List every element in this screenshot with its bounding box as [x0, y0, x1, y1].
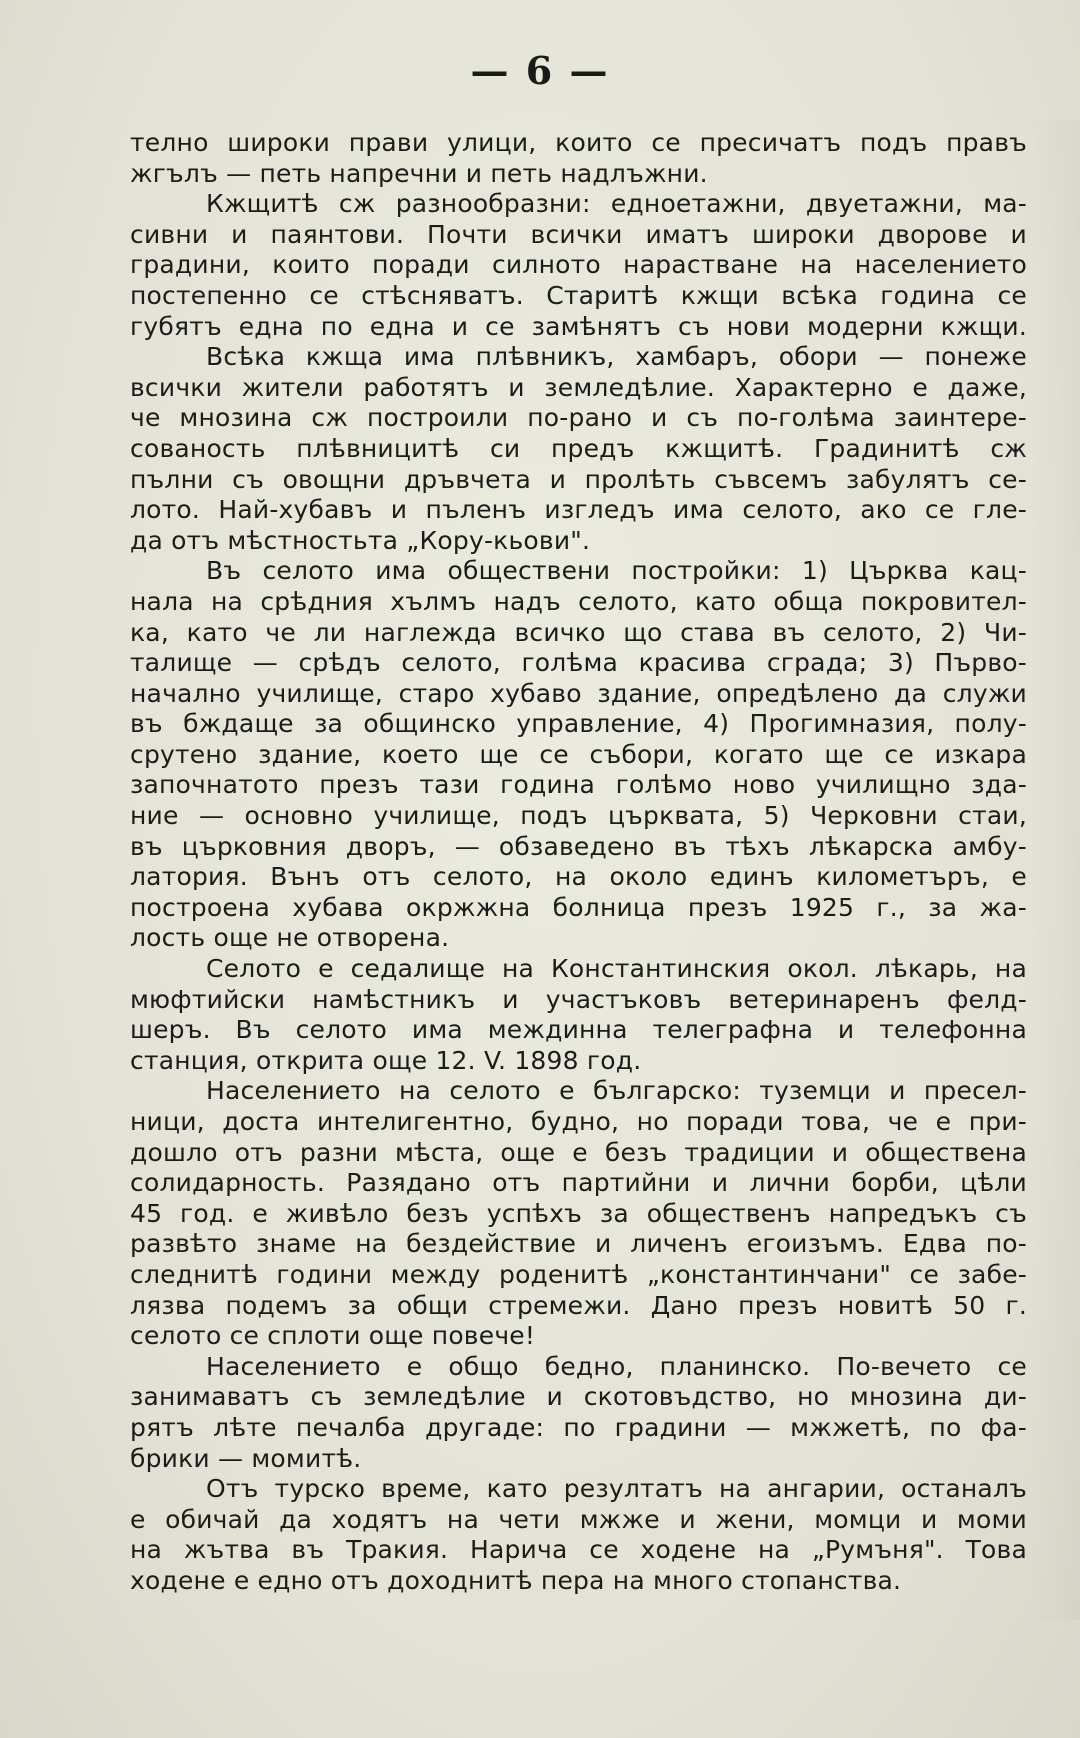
page-edge-shadow [1032, 120, 1080, 1620]
text-line: начално училище, старо хубаво здание, опредѣлено да служи [130, 678, 1027, 708]
text-line: талище — срѣдъ селото, голѣма красива сграда; 3) Първо- [130, 648, 1027, 678]
text-line: ници, доста интелигентно, будно, но поради това, че е при- [130, 1107, 1027, 1136]
page-number: — 6 — [470, 48, 610, 93]
text-line: губятъ една по една и се замѣнятъ съ нови модерни кжщи. [130, 311, 1027, 341]
text-line: построена хубава окржжна болница презъ 1925 г., за жа- [130, 892, 1027, 922]
text-line: всички жители работятъ и земледѣлие. Характерно е даже, [130, 372, 1027, 402]
text-line: Въ селото има обществени постройки: 1) Църква кац- [206, 556, 1027, 586]
text-line: брики — момитѣ. [130, 1443, 362, 1473]
text-line: Всѣка кжща има плѣвникъ, хамбаръ, обори — понеже [206, 342, 1027, 372]
text-line: въ бждаще за общинско управление, 4) Прогимназия, полу- [130, 709, 1027, 739]
text-line: рятъ лѣте печалба другаде: по градини — мжжетѣ, по фа- [130, 1412, 1027, 1442]
text-line: мюфтийски намѣстникъ и участъковъ ветеринаренъ фелд- [130, 984, 1027, 1014]
text-line: да отъ мѣстностьта „Кору-кьови". [130, 525, 591, 555]
text-line: че мнозина сж построили по-рано и съ по-голѣма заинтере- [130, 403, 1027, 433]
text-line: следнитѣ години между роденитѣ „константинчани" се забе- [130, 1259, 1027, 1289]
text-line: ка, като че ли наглежда всичко що става въ селото, 2) Чи- [130, 617, 1027, 647]
text-line: Населението е общо бедно, планинско. По-вечето се [206, 1351, 1027, 1381]
text-line: Кжщитѣ сж разнообразни: едноетажни, двуетажни, ма- [206, 189, 1027, 219]
text-line: ние — основно училище, подъ църквата, 5) Черковни стаи, [130, 801, 1027, 831]
text-line: лото. Най-хубавъ и пъленъ изгледъ има селото, ако се гле- [130, 495, 1027, 525]
text-line: нала на срѣдния хълмъ надъ селото, като обща покровител- [130, 586, 1027, 616]
text-line: лязва подемъ за общи стремежи. Дано презъ новитѣ 50 г. [130, 1290, 1027, 1320]
text-line: градини, които поради силното нарастване на населението [130, 250, 1027, 280]
text-line: постепенно се стѣсняватъ. Старитѣ кжщи всѣка година се [130, 280, 1027, 310]
text-line: станция, открита още 12. V. 1898 год. [130, 1045, 642, 1075]
text-line: шеръ. Въ селото има междинна телеграфна и телефонна [130, 1015, 1027, 1045]
text-line: пълни съ овощни дръвчета и пролѣть съвсемъ забулятъ се- [130, 464, 1027, 494]
text-line: солидарность. Разядано отъ партийни и лични борби, цѣли [130, 1168, 1027, 1198]
text-line: сивни и паянтови. Почти всички иматъ широки дворове и [130, 219, 1027, 249]
page-text [130, 128, 1027, 1597]
text-line: латория. Вънъ отъ селото, на около единъ километъръ, е [130, 862, 1027, 892]
text-line: въ църковния дворъ, — обзаведено въ тѣхъ лѣкарска амбу- [130, 831, 1027, 861]
text-line: лость още не отворена. [130, 923, 450, 953]
text-line: дошло отъ разни мѣста, още е безъ традиции и обществена [130, 1137, 1027, 1167]
text-line: започнатото презъ тази година голѣмо ново училищно зда- [130, 770, 1027, 800]
text-line: на жътва въ Тракия. Нарича се ходене на „Румъня". Това [130, 1535, 1027, 1565]
text-line: жгълъ — петь напречни и петь надлъжни. [130, 158, 708, 188]
text-line: селото се сплоти още повече! [130, 1321, 536, 1351]
text-line: развѣто знаме на бездействие и личенъ егоизъмъ. Едва по- [130, 1229, 1027, 1259]
text-line: сованость плѣвницитѣ си предъ кжщитѣ. Градинитѣ сж [130, 433, 1027, 463]
text-line: занимаватъ съ земледѣлие и скотовъдство, но мнозина ди- [130, 1382, 1027, 1412]
text-line: срутено здание, което ще се събори, когато ще се изкара [130, 739, 1027, 769]
text-line: Населението на селото е българско: туземци и пресел- [206, 1076, 1027, 1106]
text-line: Отъ турско време, като резултатъ на ангарии, останалъ [206, 1474, 1027, 1504]
text-line: ходене е едно отъ доходнитѣ пера на много стопанства. [130, 1565, 902, 1595]
text-line: Селото е седалище на Константинския окол. лѣкарь, на [206, 954, 1027, 984]
text-line: 45 год. е живѣло безъ успѣхъ за общественъ напредъкъ съ [130, 1198, 1027, 1228]
text-line: телно широки прави улици, които се пресичатъ подъ правъ [130, 128, 1027, 157]
text-line: е обичай да ходятъ на чети мжже и жени, момци и моми [130, 1504, 1027, 1534]
